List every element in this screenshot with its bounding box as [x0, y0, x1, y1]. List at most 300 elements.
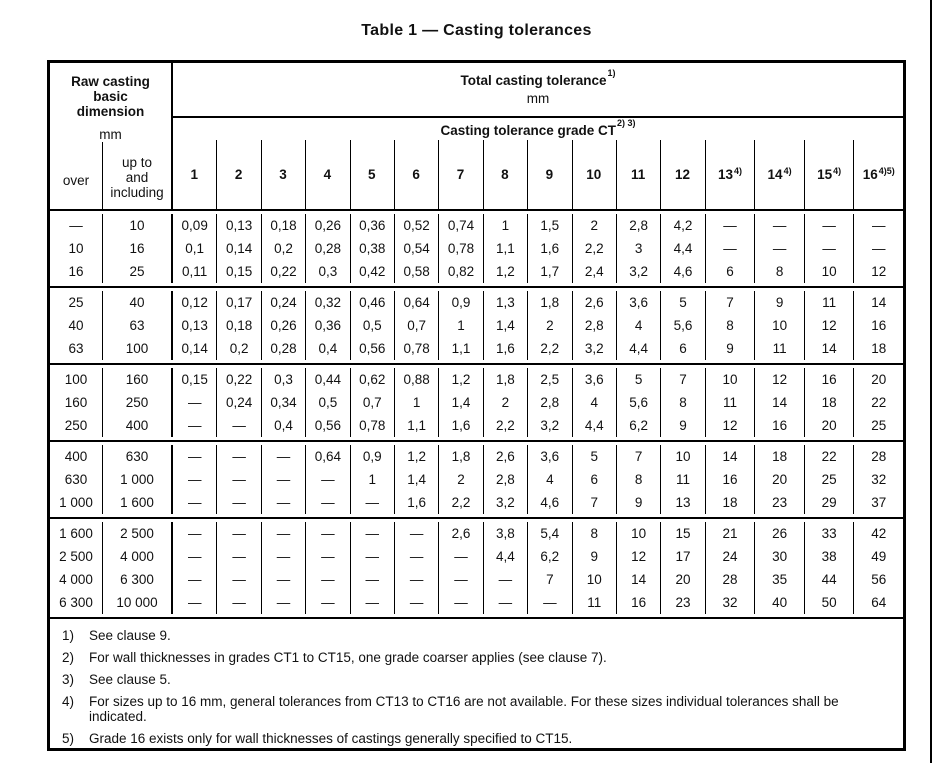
tolerance-value: 2,2	[527, 337, 571, 360]
grade-column-header	[616, 140, 660, 209]
grade-column-header	[216, 140, 260, 209]
grade-column-header	[438, 140, 482, 209]
footnote-ref-1: 1)	[607, 67, 616, 78]
table-row	[50, 337, 903, 360]
tolerance-value: 3,6	[616, 291, 660, 314]
tolerance-value: 11	[572, 591, 616, 614]
tolerance-value: 0,7	[350, 391, 394, 414]
tolerance-value: —	[216, 545, 260, 568]
upto-value: 10	[103, 214, 173, 237]
tolerance-value: 0,2	[261, 237, 305, 260]
tolerance-value: 2,2	[483, 414, 527, 437]
upto-value: 100	[103, 337, 173, 360]
tolerance-values	[173, 414, 903, 437]
row-group	[50, 365, 903, 442]
tolerance-value: 18	[705, 491, 755, 514]
tolerance-value: 1,2	[438, 368, 482, 391]
tolerance-value: 16	[804, 368, 854, 391]
tolerance-value: 8	[572, 522, 616, 545]
tolerance-value: 0,44	[305, 368, 349, 391]
tolerance-value: 3,8	[483, 522, 527, 545]
tolerance-value: —	[187, 549, 202, 564]
tolerance-value: 23	[754, 491, 804, 514]
tolerance-value: 0,4	[261, 414, 305, 437]
tolerance-value: 0,38	[350, 237, 394, 260]
table-row	[50, 237, 903, 260]
tolerance-value: 10	[572, 568, 616, 591]
tolerance-value: 15	[660, 522, 704, 545]
tolerance-value: 4,6	[660, 260, 704, 283]
tolerance-value: 18	[754, 445, 804, 468]
tolerance-value: 1	[438, 314, 482, 337]
tolerance-value: 0,3	[261, 368, 305, 391]
tolerance-value: 5	[660, 291, 704, 314]
footnote-text: Grade 16 exists only for wall thicknesses of castings generally specified to CT15.	[89, 731, 573, 746]
tolerance-value: 8	[616, 468, 660, 491]
tolerance-value: 0,34	[261, 391, 305, 414]
tolerance-value: —	[705, 237, 755, 260]
tolerance-value: 64	[853, 591, 903, 614]
tolerance-value: —	[216, 445, 260, 468]
tolerance-value: —	[187, 449, 202, 464]
grade-number: 1	[190, 167, 198, 182]
tolerance-value: 22	[853, 391, 903, 414]
footnote	[62, 650, 893, 665]
grade-column-header	[305, 140, 349, 209]
tolerance-value: 9	[572, 545, 616, 568]
tolerance-values	[173, 522, 903, 545]
tolerance-value: 10	[616, 522, 660, 545]
tolerance-value: 2,2	[438, 491, 482, 514]
tolerance-value: —	[305, 468, 349, 491]
total-tolerance-label	[460, 67, 616, 88]
table-row	[50, 368, 903, 391]
tolerance-value: —	[187, 595, 202, 610]
table-row	[50, 568, 903, 591]
tolerance-value: 32	[705, 591, 755, 614]
over-value: 250	[50, 414, 103, 437]
tolerance-value: 14	[754, 391, 804, 414]
tolerance-value: —	[216, 414, 260, 437]
upto-value: 4 000	[103, 545, 173, 568]
tolerance-value: 1,4	[438, 391, 482, 414]
footnote-marker: 2)	[62, 650, 75, 665]
tolerance-value: 1,6	[483, 337, 527, 360]
tolerance-value: 0,32	[305, 291, 349, 314]
tolerance-value: 1,4	[394, 468, 438, 491]
tolerance-value: 30	[754, 545, 804, 568]
tolerance-value: 33	[804, 522, 854, 545]
tolerance-values	[173, 368, 903, 391]
tolerance-value: 6	[660, 337, 704, 360]
upto-value: 40	[103, 291, 173, 314]
tolerance-value: 0,78	[394, 337, 438, 360]
grade-number: 15	[817, 167, 833, 182]
tolerance-values	[173, 337, 903, 360]
tolerance-values	[173, 445, 903, 468]
tolerance-value: 10	[660, 445, 704, 468]
tolerance-value: 0,12	[181, 295, 208, 310]
tolerance-value: 40	[754, 591, 804, 614]
dimension-header-title	[50, 63, 171, 119]
tolerance-value: 25	[853, 414, 903, 437]
tolerance-value: —	[438, 545, 482, 568]
tolerance-value: —	[350, 591, 394, 614]
tolerance-value: —	[305, 591, 349, 614]
tolerance-values	[173, 214, 903, 237]
tolerance-value: 1,5	[527, 214, 571, 237]
tolerance-value: 0,28	[261, 337, 305, 360]
tolerance-value: 1,4	[483, 314, 527, 337]
tolerance-value: 56	[853, 568, 903, 591]
tolerance-value: —	[187, 472, 202, 487]
over-value: 40	[50, 314, 103, 337]
tolerance-value: 29	[804, 491, 854, 514]
tolerance-value: 18	[853, 337, 903, 360]
grade-number: 2	[234, 167, 243, 182]
tolerance-value: 1,6	[394, 491, 438, 514]
tolerance-values	[173, 491, 903, 514]
upto-header-line: and	[125, 170, 149, 185]
upto-value: 400	[103, 414, 173, 437]
grade-number: 6	[412, 167, 420, 182]
footnote-text: See clause 9.	[89, 628, 171, 643]
grade-number: 5	[368, 167, 376, 182]
tolerance-value: 0,54	[394, 237, 438, 260]
tolerance-value: 14	[705, 445, 755, 468]
over-value: 25	[50, 291, 103, 314]
tolerance-value: 0,64	[394, 291, 438, 314]
tolerance-value: —	[305, 522, 349, 545]
footnote	[62, 694, 893, 724]
over-column-header: over	[50, 142, 103, 209]
grade-number: 9	[545, 167, 554, 182]
tolerance-header	[173, 63, 903, 209]
tolerance-value: 44	[804, 568, 854, 591]
tolerance-value: 42	[853, 522, 903, 545]
tolerance-value: —	[187, 495, 202, 510]
table-title: Table 1 — Casting tolerances	[361, 22, 592, 39]
table-row	[50, 214, 903, 237]
grade-label-text: Casting tolerance grade CT	[440, 123, 617, 138]
tolerance-value: —	[438, 568, 482, 591]
tolerance-value: —	[216, 591, 260, 614]
tolerance-value: 2	[572, 214, 616, 237]
upto-value: 250	[103, 391, 173, 414]
tolerance-value: —	[804, 237, 854, 260]
row-group	[50, 211, 903, 288]
footnote-text: For sizes up to 16 mm, general tolerances from CT13 to CT16 are not available. For these sizes individual tolerances shall be indicated.	[89, 694, 839, 724]
tolerance-value: 3,2	[616, 260, 660, 283]
upto-column-header	[103, 142, 171, 209]
upto-value: 160	[103, 368, 173, 391]
tolerance-value: 23	[660, 591, 704, 614]
table-body	[50, 211, 903, 619]
dimension-header	[50, 63, 173, 209]
grade-number: 10	[586, 167, 602, 182]
tolerance-value: —	[187, 526, 202, 541]
total-tolerance-band	[173, 63, 903, 118]
tolerance-value: 2	[438, 468, 482, 491]
upto-value: 10 000	[103, 591, 173, 614]
grade-column-header	[173, 140, 216, 209]
tolerance-value: 14	[853, 291, 903, 314]
tolerance-value: —	[527, 591, 571, 614]
tolerance-value: 0,62	[350, 368, 394, 391]
tolerance-value: 0,2	[216, 337, 260, 360]
over-value: 63	[50, 337, 103, 360]
tolerance-value: 8	[660, 391, 704, 414]
upto-header-line: up to	[121, 155, 153, 170]
tolerance-value: 5,6	[616, 391, 660, 414]
over-value: 4 000	[50, 568, 103, 591]
tolerance-value: 2,6	[483, 445, 527, 468]
upto-value: 1 000	[103, 468, 173, 491]
tolerance-value: —	[394, 568, 438, 591]
table-row	[50, 491, 903, 514]
tolerance-value: —	[705, 214, 755, 237]
over-value: 6 300	[50, 591, 103, 614]
grade-column-header	[483, 140, 527, 209]
tolerance-value: 6	[705, 260, 755, 283]
tolerance-value: —	[187, 418, 202, 433]
tolerance-value: 0,7	[394, 314, 438, 337]
tolerance-value: 1	[350, 468, 394, 491]
tolerance-value: 2	[483, 391, 527, 414]
over-value: —	[50, 214, 103, 237]
dimension-title-line: dimension	[76, 104, 145, 119]
tolerance-value: 0,5	[305, 391, 349, 414]
table-row	[50, 414, 903, 437]
tolerance-value: 7	[660, 368, 704, 391]
grade-number: 3	[279, 167, 287, 182]
tolerance-value: 1,8	[527, 291, 571, 314]
table-row	[50, 445, 903, 468]
tolerance-value: 3,2	[483, 491, 527, 514]
tolerance-value: 2	[527, 314, 571, 337]
tolerance-value: 50	[804, 591, 854, 614]
tolerance-value: —	[483, 568, 527, 591]
tolerance-value: 0,9	[438, 291, 482, 314]
tolerance-value: 1	[483, 214, 527, 237]
tolerance-value: 49	[853, 545, 903, 568]
tolerance-value: 3,6	[572, 368, 616, 391]
tolerance-value: —	[394, 522, 438, 545]
grade-column-header: 16 $^{4)5)}$	[853, 140, 903, 209]
grade-column-header	[660, 140, 704, 209]
tolerance-value: —	[261, 468, 305, 491]
tolerance-value: 20	[660, 568, 704, 591]
tolerance-values	[173, 591, 903, 614]
tolerance-value: 6	[572, 468, 616, 491]
tolerance-value: 9	[705, 337, 755, 360]
tolerance-value: 21	[705, 522, 755, 545]
tolerance-value: 11	[705, 391, 755, 414]
tolerance-value: 9	[660, 414, 704, 437]
tolerance-value: 7	[705, 291, 755, 314]
tolerance-value: 12	[616, 545, 660, 568]
footnote	[62, 628, 893, 643]
grade-column-header	[394, 140, 438, 209]
tolerance-value: 35	[754, 568, 804, 591]
tolerance-value: 10	[705, 368, 755, 391]
tolerance-value: 2,8	[572, 314, 616, 337]
tolerance-value: 22	[804, 445, 854, 468]
total-tolerance-text: Total casting tolerance	[460, 73, 607, 88]
tolerance-value: —	[216, 568, 260, 591]
dimension-unit-label: mm	[99, 127, 122, 142]
tolerance-value: 1,1	[394, 414, 438, 437]
table-row	[50, 591, 903, 614]
grade-number: 8	[501, 167, 509, 182]
tolerance-value: 9	[616, 491, 660, 514]
grade-column-header	[350, 140, 394, 209]
tolerance-value: 16	[705, 468, 755, 491]
tolerance-value: —	[438, 591, 482, 614]
tolerance-value: 0,26	[305, 214, 349, 237]
tolerance-value: —	[305, 491, 349, 514]
tolerance-value: 11	[660, 468, 704, 491]
dimension-title-line: Raw casting	[71, 74, 150, 89]
tolerance-value: 1	[394, 391, 438, 414]
tolerance-value: 4	[572, 391, 616, 414]
upto-header-line: including	[110, 185, 164, 200]
tolerance-value: 0,14	[216, 237, 260, 260]
tolerance-value: —	[261, 591, 305, 614]
tolerance-value: 37	[853, 491, 903, 514]
tolerance-value: 1,3	[483, 291, 527, 314]
tolerance-value: 11	[804, 291, 854, 314]
grade-column-header	[527, 140, 571, 209]
grade-header-area	[173, 118, 903, 209]
tolerance-value: —	[350, 568, 394, 591]
tolerance-value: 1,7	[527, 260, 571, 283]
tolerance-value: 24	[705, 545, 755, 568]
tolerance-value: 0,17	[216, 291, 260, 314]
tolerance-value: —	[216, 522, 260, 545]
tolerance-value: 2,8	[527, 391, 571, 414]
grade-number: 16	[862, 167, 878, 182]
tolerance-value: 4,6	[527, 491, 571, 514]
upto-value: 2 500	[103, 522, 173, 545]
grade-column-header	[572, 140, 616, 209]
tolerance-value: —	[261, 545, 305, 568]
tolerance-value: 5	[572, 445, 616, 468]
table-row	[50, 391, 903, 414]
tolerance-value: 2,2	[572, 237, 616, 260]
tolerance-value: 20	[754, 468, 804, 491]
over-value: 10	[50, 237, 103, 260]
dimension-subheader	[50, 142, 171, 209]
tolerance-value: 0,9	[350, 445, 394, 468]
tolerance-value: 0,78	[438, 237, 482, 260]
tolerance-value: 12	[804, 314, 854, 337]
tolerance-value: 0,09	[181, 218, 208, 233]
tolerance-value: 1,6	[527, 237, 571, 260]
tolerance-values	[173, 260, 903, 283]
tolerance-value: 0,14	[181, 341, 208, 356]
tolerance-value: 0,78	[350, 414, 394, 437]
tolerance-value: —	[483, 591, 527, 614]
grade-column-header	[261, 140, 305, 209]
tolerance-value: 6,2	[527, 545, 571, 568]
tolerance-value: 11	[754, 337, 804, 360]
tolerance-value: 0,3	[305, 260, 349, 283]
tolerance-value: 16	[754, 414, 804, 437]
tolerance-value: 20	[804, 414, 854, 437]
table-row	[50, 468, 903, 491]
tolerance-value: 8	[754, 260, 804, 283]
tolerance-value: 1,6	[438, 414, 482, 437]
tolerance-value: 2,6	[572, 291, 616, 314]
tolerance-value: —	[394, 591, 438, 614]
tolerance-value: 0,1	[185, 241, 205, 256]
footnotes	[50, 619, 903, 753]
tolerance-value: 2,6	[438, 522, 482, 545]
tolerance-unit-label: mm	[526, 91, 550, 106]
tolerance-value: 1,1	[483, 237, 527, 260]
grade-number: 14	[767, 167, 783, 182]
table-row	[50, 260, 903, 283]
tolerance-value: 0,4	[305, 337, 349, 360]
tolerance-values	[173, 545, 903, 568]
tolerance-value: 5,4	[527, 522, 571, 545]
grade-column-header: 15 $^{4)}$	[804, 140, 854, 209]
tolerance-value: 32	[853, 468, 903, 491]
tolerance-values	[173, 237, 903, 260]
tolerance-value: 0,28	[305, 237, 349, 260]
tolerance-value: 0,24	[216, 391, 260, 414]
tolerance-value: 2,8	[616, 214, 660, 237]
tolerance-value: 12	[853, 260, 903, 283]
tolerance-value: 0,18	[216, 314, 260, 337]
tolerance-value: 18	[804, 391, 854, 414]
tolerance-value: 7	[572, 491, 616, 514]
tolerance-value: —	[853, 214, 903, 237]
table-header	[50, 63, 903, 211]
table-row	[50, 522, 903, 545]
tolerance-value: 25	[804, 468, 854, 491]
footnote-text: For wall thicknesses in grades CT1 to CT15, one grade coarser applies (see clause 7).	[89, 650, 607, 665]
tolerance-values	[173, 568, 903, 591]
grade-number: 13	[717, 167, 733, 182]
tolerance-value: —	[187, 395, 202, 410]
tolerance-value: 2,4	[572, 260, 616, 283]
tolerance-value: 3,6	[527, 445, 571, 468]
grade-number: 11	[630, 167, 646, 182]
tolerance-value: 5,6	[660, 314, 704, 337]
grade-number: 12	[674, 167, 690, 182]
upto-value: 25	[103, 260, 173, 283]
tolerance-value: 28	[853, 445, 903, 468]
tolerance-value: 28	[705, 568, 755, 591]
tolerance-value: —	[216, 491, 260, 514]
tolerance-value: 1,8	[483, 368, 527, 391]
tolerance-value: —	[216, 468, 260, 491]
tolerance-value: —	[261, 568, 305, 591]
tolerance-value: 14	[616, 568, 660, 591]
tolerance-value: —	[350, 545, 394, 568]
grade-column-headers	[173, 140, 903, 209]
tolerance-value: 2,8	[483, 468, 527, 491]
tolerance-value: 4	[527, 468, 571, 491]
tolerance-value: —	[350, 522, 394, 545]
tolerance-value: 0,82	[438, 260, 482, 283]
upto-value: 630	[103, 445, 173, 468]
tolerance-value: 38	[804, 545, 854, 568]
row-group	[50, 519, 903, 619]
tolerance-value: 4	[616, 314, 660, 337]
